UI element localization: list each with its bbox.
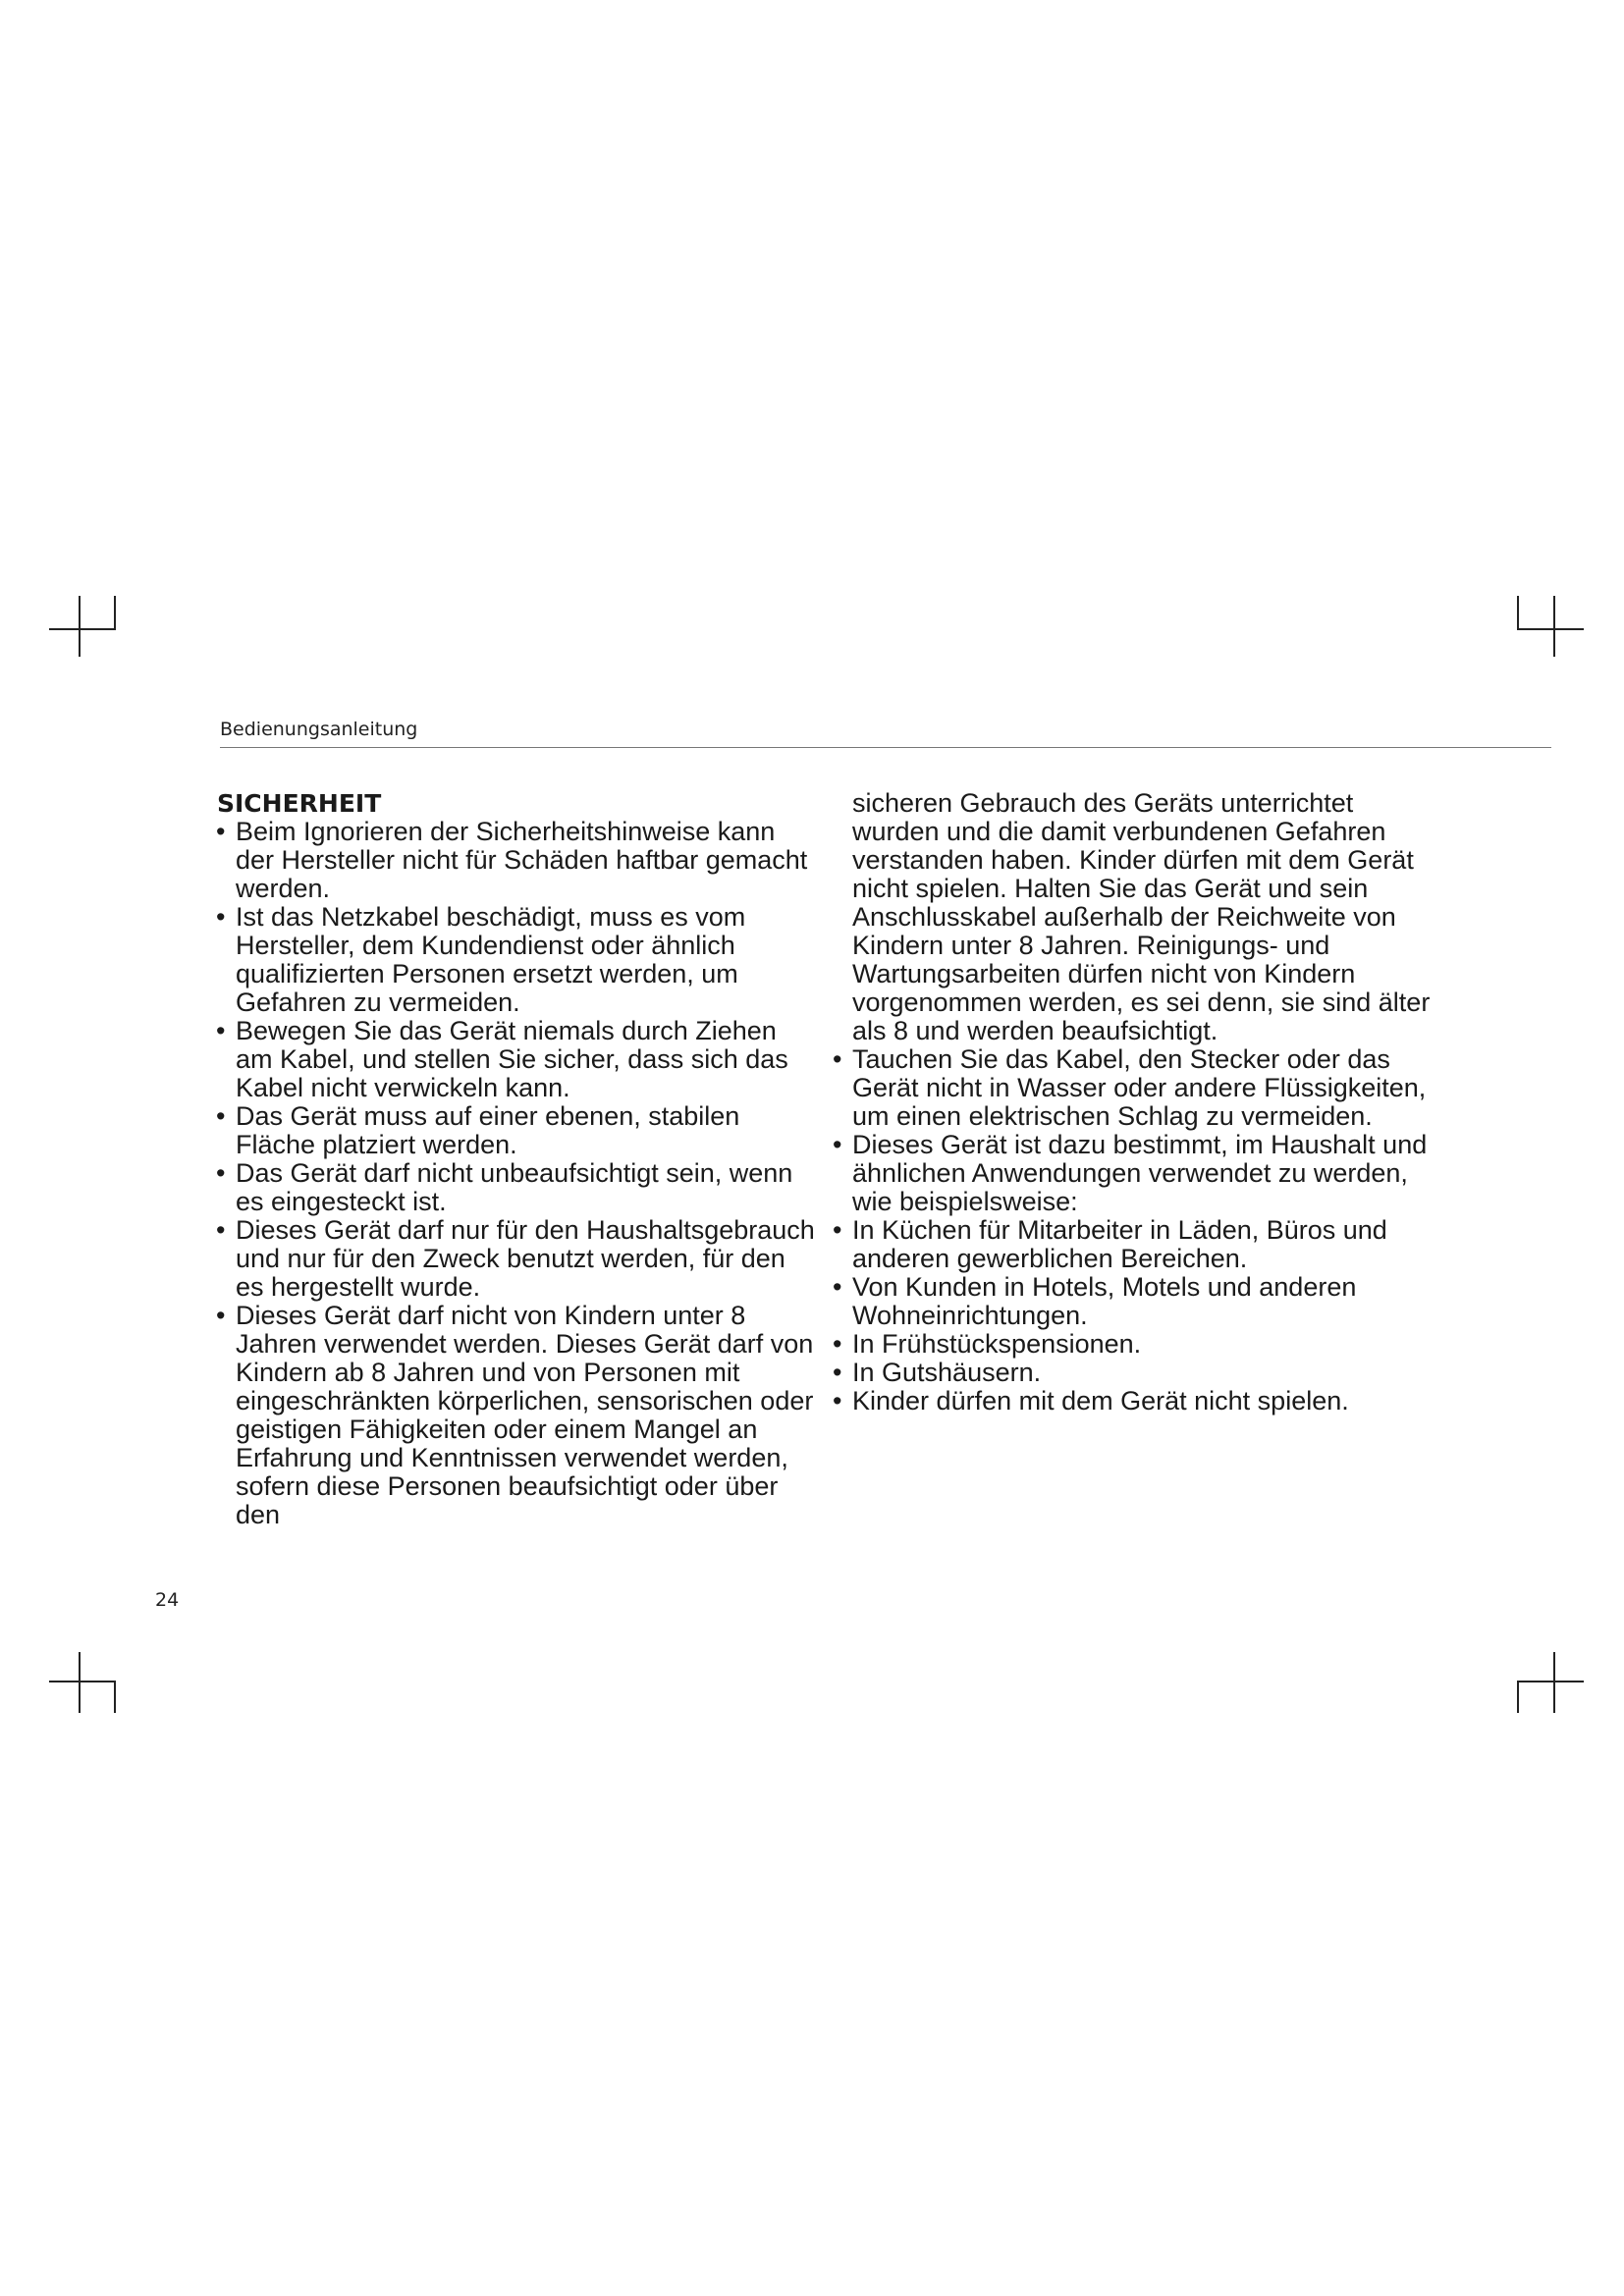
bullet-item: • Das Gerät muss auf einer ebenen, stabilen Fläche platziert werden. bbox=[216, 1102, 815, 1159]
page-number: 24 bbox=[155, 1589, 180, 1611]
running-header: Bedienungsanleitung bbox=[220, 719, 418, 740]
bullet-item: • Das Gerät darf nicht unbeaufsichtigt sein, wenn es eingesteckt ist. bbox=[216, 1159, 815, 1216]
bullet-item: • Beim Ignorieren der Sicherheitshinweise kann der Hersteller nicht für Schäden haftbar gemacht werden. bbox=[216, 818, 815, 903]
bullet-item: • Von Kunden in Hotels, Motels und anderen Wohneinrichtungen. bbox=[833, 1273, 1432, 1330]
right-column bbox=[833, 789, 1432, 1415]
crop-mark-bottom-right-horizontal bbox=[1517, 1681, 1584, 1682]
crop-mark-top-left-vertical-inner bbox=[114, 596, 116, 629]
crop-mark-bottom-left-vertical-inner bbox=[114, 1681, 116, 1713]
bullet-item: • Kinder dürfen mit dem Gerät nicht spielen. bbox=[833, 1387, 1432, 1415]
bullet-item: • Ist das Netzkabel beschädigt, muss es vom Hersteller, dem Kundendienst oder ähnlich qualifizierten Personen ersetzt werden, um Gefahren zu vermeiden. bbox=[216, 903, 815, 1017]
crop-mark-top-left-vertical-outer bbox=[79, 596, 81, 657]
bullet-item: • Dieses Gerät darf nur für den Haushaltsgebrauch und nur für den Zweck benutzt werden, für den es hergestellt wurde. bbox=[216, 1216, 815, 1302]
crop-mark-top-right-vertical-outer bbox=[1553, 596, 1555, 657]
header-divider bbox=[220, 747, 1551, 748]
bullet-continuation: sicheren Gebrauch des Geräts unterrichtet wurden und die damit verbundenen Gefahren verstanden haben. Kinder dürfen mit dem Gerät nicht spielen. Halten Sie das Gerät und sein Anschlusskabel außerhalb der Reichweite von Kindern unter 8 Jahren. Reinigungs- und Wartungsarbeiten dürfen nicht von Kindern vorgenommen werden, es sei denn, sie sind älter als 8 und werden beaufsichtigt. bbox=[852, 788, 1431, 1045]
crop-mark-bottom-left-horizontal bbox=[49, 1681, 116, 1682]
bullet-item: • Dieses Gerät ist dazu bestimmt, im Haushalt und ähnlichen Anwendungen verwendet zu werden, wie beispielsweise: bbox=[833, 1131, 1432, 1216]
bullet-item: • Dieses Gerät darf nicht von Kindern unter 8 Jahren verwendet werden. Dieses Gerät darf von Kindern ab 8 Jahren und von Personen mit eingeschränkten körperlichen, sensorischen oder geistigen Fähigkeiten oder einem Mangel an Erfahrung und Kenntnissen verwendet werden, sofern diese Personen beaufsichtigt oder über den bbox=[216, 1302, 815, 1529]
crop-mark-bottom-right-vertical-inner bbox=[1517, 1681, 1519, 1713]
bullet-item: • In Gutshäusern. bbox=[833, 1359, 1432, 1387]
left-column bbox=[216, 789, 815, 1529]
bullet-item: • In Küchen für Mitarbeiter in Läden, Büros und anderen gewerblichen Bereichen. bbox=[833, 1216, 1432, 1273]
crop-mark-top-left-horizontal bbox=[49, 628, 116, 630]
bullet-item: • Bewegen Sie das Gerät niemals durch Ziehen am Kabel, und stellen Sie sicher, dass sich das Kabel nicht verwickeln kann. bbox=[216, 1017, 815, 1102]
section-title: SICHERHEIT bbox=[217, 789, 382, 818]
bullet-item: • Tauchen Sie das Kabel, den Stecker oder das Gerät nicht in Wasser oder andere Flüssigkeiten, um einen elektrischen Schlag zu vermeiden. bbox=[833, 1045, 1432, 1131]
crop-mark-bottom-right-vertical-outer bbox=[1553, 1652, 1555, 1713]
crop-mark-top-right-horizontal bbox=[1517, 628, 1584, 630]
bullet-item: • In Frühstückspensionen. bbox=[833, 1330, 1432, 1359]
crop-mark-bottom-left-vertical-outer bbox=[79, 1652, 81, 1713]
crop-mark-top-right-vertical-inner bbox=[1517, 596, 1519, 629]
